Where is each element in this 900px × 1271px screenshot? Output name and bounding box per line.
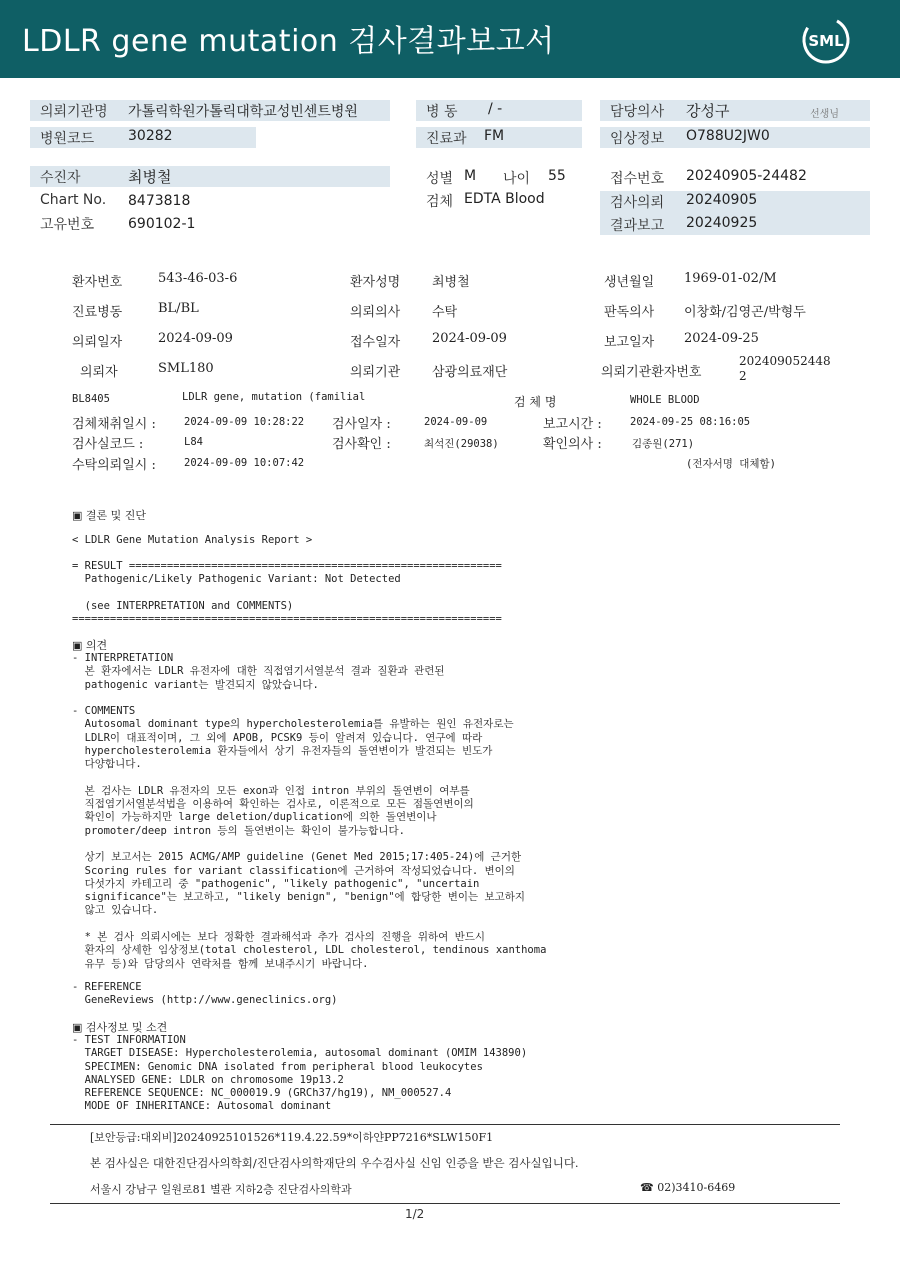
- pb-value: 수탁: [432, 305, 458, 320]
- pb-value: SML180: [158, 361, 214, 376]
- pb-label: 의뢰자: [80, 365, 118, 380]
- pb-label: 보고일자: [604, 335, 655, 350]
- specimen-label: 검체: [426, 194, 454, 210]
- pb-label: 환자성명: [350, 275, 401, 290]
- pb-label: 환자번호: [72, 275, 123, 290]
- footer-divider-top: [50, 1124, 840, 1125]
- collect-value: 2024-09-09 10:28:22: [184, 416, 305, 428]
- patient-value: 최병철: [128, 168, 172, 186]
- patient-label: 수진자: [40, 170, 81, 186]
- institution-value: 가톨릭학원가톨릭대학교성빈센트병원: [128, 104, 358, 120]
- pb-label: 생년월일: [604, 275, 655, 290]
- pb-value: 2024-09-25: [684, 331, 759, 346]
- result-block: = RESULT =========================================================== Pathogenic/Likely Pathogenic Variant: Not Detected (see INTERPRETATION and COMMENTS) ====================================================================: [72, 560, 502, 626]
- ward-label: 병 동: [426, 104, 458, 120]
- security-line: [보안등급:대외비]20240925101526*119.4.22.59*이하얀PP7216*SLW150F1: [90, 1131, 494, 1144]
- page-number: 1/2: [405, 1207, 425, 1221]
- pb-value: 1969-01-02/M: [684, 271, 777, 286]
- sex-label: 성별: [426, 171, 454, 187]
- logo-text: SML: [808, 32, 844, 50]
- phone-number: ☎ 02)3410-6469: [640, 1181, 736, 1194]
- pb-value: 2024-09-09: [158, 331, 233, 346]
- comments-block: - COMMENTS Autosomal dominant type의 hypercholesterolemia를 유발하는 원인 유전자로는 LDLR이 대표적이며, 그 외에 APOB, PCSK9 등이 알려져 있습니다. 연구에 따라 hypercholesterolemia 환자들에서 상기 유전자들의 돌연변이가 발견되는 빈도가 다양합니다. 본 검사는 LDLR 유전자의 모든 exon과 인접 intron 부위의 돌연변이 여부를 직접염기서열분석법을 이용하여 확인하는 검사로, 이론적으로 모든 점돌연변이의 확인이 가능하지만 large deletion/duplication에 의한 돌연변이나 promoter/deep intron 등의 돌연변이는 확인이 불가능합니다. 상기 보고서는 2015 ACMG/AMP guideline (Genet Med 2015;17:405-24)에 근거한 Scoring rules for variant classification에 근거하여 작성되었습니다. 변이의 다섯가지 카테고리 중 "pathogenic", "likely pathogenic", "uncertain significance"는 보고하고, "likely benign", "benign"에 합당한 변이는 보고하지 않고 있습니다. * 본 검사 의뢰시에는 보다 정확한 결과해석과 추가 검사의 진행을 위하여 반드시 환자의 상세한 임상정보(total cholesterol, LDL cholesterol, tendinous xanthoma 유무 등)와 담당의사 연락처를 함께 보내주시기 바랍니다.: [72, 705, 547, 970]
- chart-label: Chart No.: [40, 192, 107, 208]
- reference-block: - REFERENCE GeneReviews (http://www.geneclinics.org): [72, 981, 338, 1007]
- esign-note: (전자서명 대체함): [686, 458, 776, 470]
- pb-value: 최병철: [432, 275, 470, 290]
- pb-value: 삼광의료재단: [432, 365, 508, 380]
- confirm-label: 검사확인 :: [332, 437, 391, 452]
- testdate-label: 검사일자 :: [332, 417, 391, 432]
- institution-label: 의뢰기관명: [40, 104, 108, 120]
- pb-label: 의뢰의사: [350, 305, 401, 320]
- test-information-block: - TEST INFORMATION TARGET DISEASE: Hypercholesterolemia, autosomal dominant (OMIM 143890) SPECIMEN: Genomic DNA isolated from peripheral blood leukocytes ANALYSED GENE: LDLR on chromosome 19p13.2 REFERENCE SEQUENCE: NC_000019.9 (GRCh37/hg19), NM_000527.4 MODE OF INHERITANCE: Autosomal dominant: [72, 1034, 528, 1113]
- sex-value: M: [464, 168, 477, 184]
- pb-label: 의뢰일자: [72, 335, 123, 350]
- pb-value-cont: 2: [739, 369, 747, 383]
- pb-label: 진료병동: [72, 305, 123, 320]
- doctor-label: 담당의사: [610, 104, 665, 120]
- hospital-code-value: 30282: [128, 128, 173, 144]
- room-label: 검사실코드 :: [72, 437, 144, 452]
- collect-label: 검체채취일시 :: [72, 417, 156, 432]
- analysis-report-title: < LDLR Gene Mutation Analysis Report >: [72, 534, 313, 546]
- pb-value: BL/BL: [158, 301, 199, 316]
- section-conclusion-title: ▣ 결론 및 진단: [72, 509, 147, 522]
- reporttime-label: 보고시간 :: [543, 417, 602, 432]
- footer-divider-bottom: [50, 1203, 840, 1204]
- pb-label: 의뢰기관환자번호: [601, 365, 702, 380]
- testdate-value: 2024-09-09: [424, 416, 488, 428]
- department-label: 진료과: [426, 131, 467, 147]
- department-value: FM: [484, 128, 505, 144]
- interpretation-block: - INTERPRETATION 본 환자에서는 LDLR 유전자에 대한 직접염기서열분석 결과 질환과 관련된 pathogenic variant는 발견되지 않았습니다.: [72, 652, 445, 691]
- confirm-value: 최석진(29038): [424, 438, 499, 450]
- clinical-info-label: 임상정보: [610, 131, 665, 147]
- accept-value: 2024-09-09 10:07:42: [184, 457, 305, 469]
- hospital-code-label: 병원코드: [40, 131, 95, 147]
- sml-logo-icon: [800, 14, 852, 66]
- clinical-info-value: O788U2JW0: [686, 128, 770, 144]
- room-value: L84: [184, 436, 203, 448]
- unique-id-value: 690102-1: [128, 216, 196, 232]
- age-value: 55: [548, 168, 566, 184]
- receipt-label: 접수번호: [610, 171, 665, 187]
- verifier-value: 김종원(271): [632, 438, 695, 450]
- ward-value: / -: [488, 101, 503, 117]
- verifier-label: 확인의사 :: [543, 437, 602, 452]
- accept-label: 수탁의뢰일시 :: [72, 458, 156, 473]
- pb-value: 이창화/김영곤/박형두: [684, 305, 806, 320]
- pb-value: 2024-09-09: [432, 331, 507, 346]
- report-date-label: 결과보고: [610, 218, 665, 234]
- request-date-label: 검사의뢰: [610, 195, 665, 211]
- unique-id-label: 고유번호: [40, 217, 95, 233]
- receipt-value: 20240905-24482: [686, 168, 807, 184]
- pb-value: 202409052448: [739, 354, 831, 368]
- doctor-value: 강성구: [686, 102, 730, 120]
- age-label: 나이: [503, 171, 531, 187]
- specimen-name-value: WHOLE BLOOD: [630, 394, 700, 406]
- pb-value: 543-46-03-6: [158, 271, 238, 286]
- pb-label: 의뢰기관: [350, 365, 401, 380]
- certification-line: 본 검사실은 대한진단검사의학회/진단검사의학재단의 우수검사실 신임 인증을 받은 검사실입니다.: [90, 1156, 579, 1170]
- pb-label: 판독의사: [604, 305, 655, 320]
- section-testinfo-title: ▣ 검사정보 및 소견: [72, 1021, 168, 1034]
- request-date-value: 20240905: [686, 192, 758, 208]
- report-title: LDLR gene mutation 검사결과보고서: [22, 24, 555, 59]
- patient-bar: [30, 166, 390, 187]
- report-date-value: 20240925: [686, 215, 758, 231]
- specimen-value: EDTA Blood: [464, 191, 545, 207]
- test-code: BL8405: [72, 393, 110, 405]
- doctor-suffix: 선생님: [810, 109, 839, 120]
- chart-value: 8473818: [128, 193, 191, 209]
- specimen-name-label: 검 체 명: [514, 395, 557, 409]
- reporttime-value: 2024-09-25 08:16:05: [630, 416, 751, 428]
- section-opinion-title: ▣ 의견: [72, 639, 108, 652]
- test-name: LDLR gene, mutation (familial: [182, 391, 366, 403]
- address-line: 서울시 강남구 일원로81 별관 지하2층 진단검사의학과: [90, 1183, 352, 1196]
- pb-label: 접수일자: [350, 335, 401, 350]
